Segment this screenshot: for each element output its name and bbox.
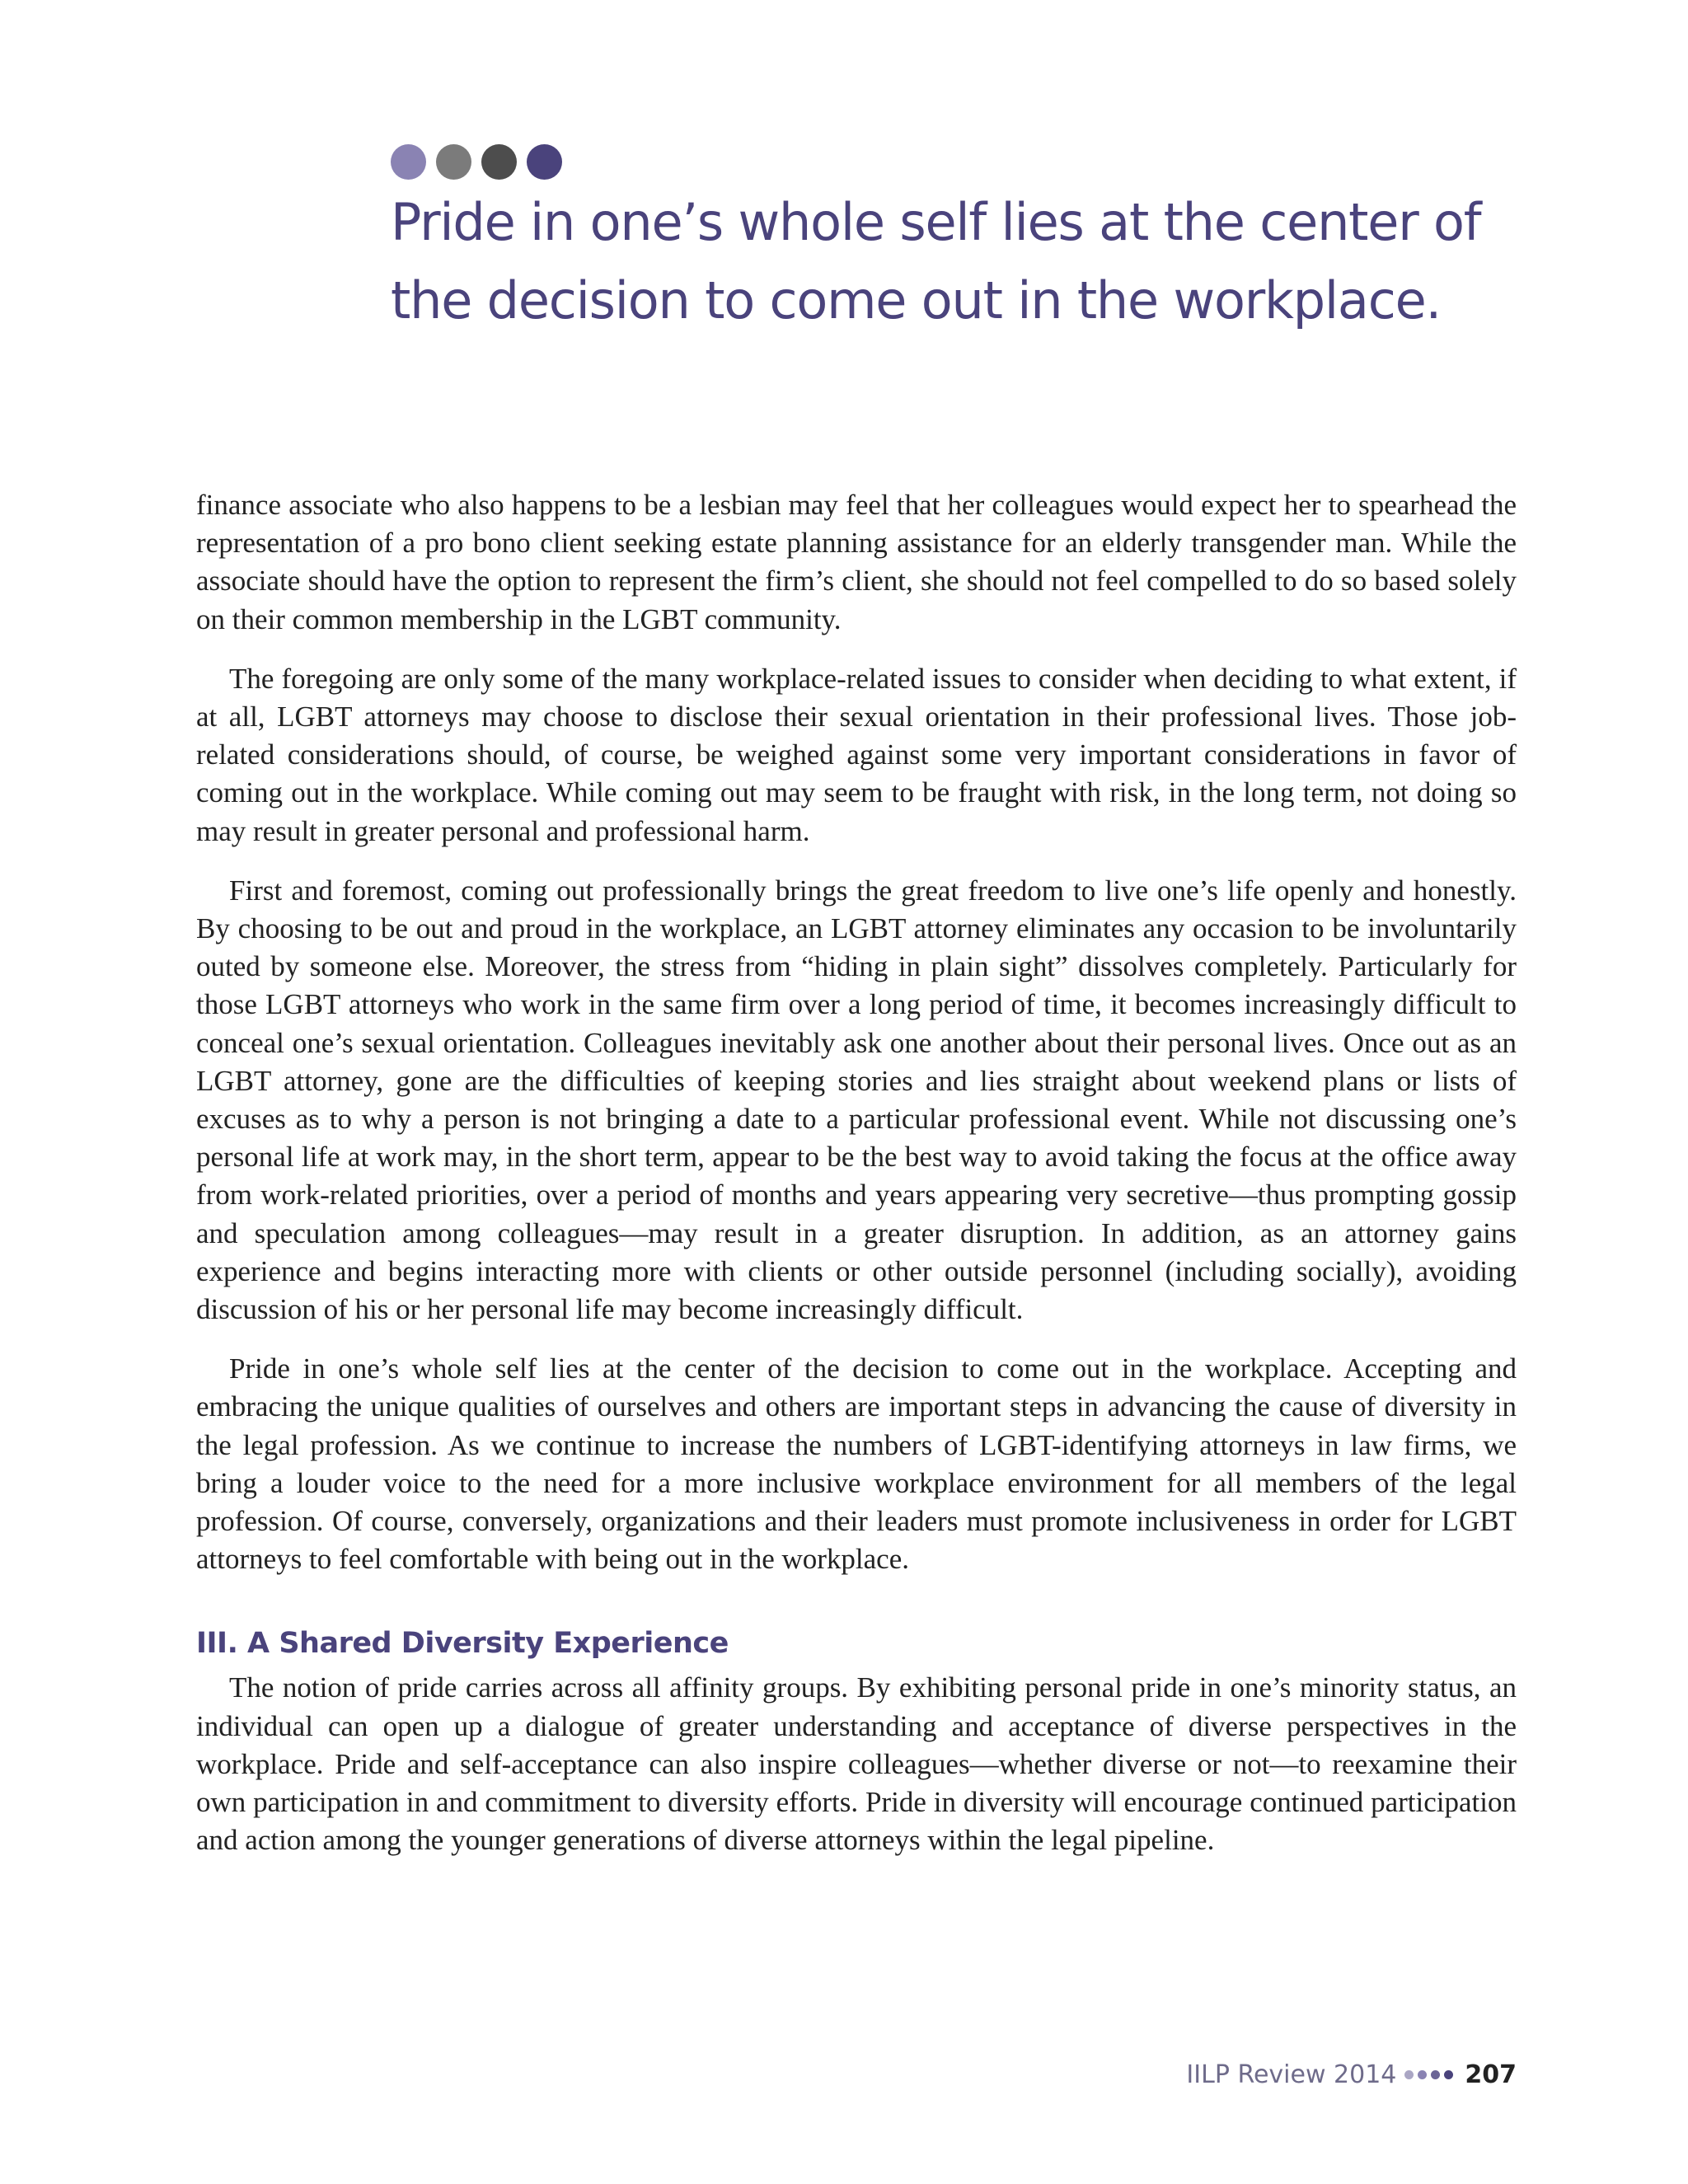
decorative-dot-icon	[527, 144, 562, 180]
footer-dots	[1404, 2070, 1453, 2079]
decorative-dot-icon	[436, 144, 471, 180]
pull-quote: Pride in one’s whole self lies at the center of the decision to come out in the workplace.	[391, 192, 1481, 330]
decorative-dot-icon	[1444, 2070, 1453, 2079]
decorative-dot-icon	[1404, 2070, 1414, 2079]
article-body	[196, 486, 1517, 1860]
body-paragraph: The notion of pride carries across all affinity groups. By exhibiting personal pride in one’s minority status, an individual can open up a dialogue of greater understanding and acceptance of diverse perspectives in the workplace. Pride and self-acceptance can also inspire colleagues—whether diverse or not—to reexamine their own participation in and commitment to diversity efforts. Pride in diversity will encourage continued participation and action among the younger generations of diverse attorneys within the legal pipeline.	[196, 1671, 1517, 1857]
section-heading: III. A Shared Diversity Experience	[196, 1627, 729, 1661]
body-paragraph: The foregoing are only some of the many workplace-related issues to consider when deciding to what extent, if at all, LGBT attorneys may choose to disclose their sexual orientation in their professional lives. Those job-related considerations should, of course, be weighed against some very important considerations in favor of coming out in the workplace. While coming out may seem to be fraught with risk, in the long term, not doing so may result in greater personal and professional harm.	[196, 662, 1517, 847]
page-footer	[1186, 2060, 1517, 2089]
decorative-dot-icon	[391, 144, 426, 180]
body-paragraph: First and foremost, coming out professionally brings the great freedom to live one’s life openly and honestly. By choosing to be out and proud in the workplace, an LGBT attorney eliminates any occasion to be involuntarily outed by someone else. Moreover, the stress from “hiding in plain sight” dissolves completely. Particularly for those LGBT attorneys who work in the same firm over a long period of time, it becomes increasingly difficult to conceal one’s sexual orientation. Colleagues inevitably ask one another about their personal lives. Once out as an LGBT attorney, gone are the difficulties of keeping stories and lies straight about weekend plans or lists of excuses as to why a person is not bringing a date to a particular professional event. While not discussing one’s personal life at work may, in the short term, appear to be the best way to avoid taking the focus at the office away from work-related priorities, over a period of months and years appearing very secretive—thus prompting gossip and speculation among colleagues—may result in a greater disruption. In addition, as an attorney gains experience and begins interacting more with clients or other outside personnel (including socially), avoiding discussion of his or her personal life may become increasingly difficult.	[196, 874, 1517, 1326]
publication-title: IILP Review 2014	[1186, 2060, 1397, 2089]
page-number: 207	[1465, 2060, 1517, 2089]
body-paragraph: Pride in one’s whole self lies at the center of the decision to come out in the workplace. Accepting and embracing the unique qualities of ourselves and others are important steps in advancing the cause of diversity in the legal profession. As we continue to increase the numbers of LGBT-identifying attorneys in law firms, we bring a louder voice to the need for a more inclusive workplace environment for all members of the legal profession. Of course, conversely, organizations and their leaders must promote inclusiveness in order for LGBT attorneys to feel comfortable with being out in the workplace.	[196, 1352, 1517, 1576]
decorative-dot-icon	[1431, 2070, 1440, 2079]
body-paragraph: finance associate who also happens to be a lesbian may feel that her colleagues would expect her to spearhead the representation of a pro bono client seeking estate planning assistance for an elderly transgender man. While the associate should have the option to represent the firm’s client, she should not feel compelled to do so based solely on their common membership in the LGBT community.	[196, 489, 1517, 635]
decorative-dot-icon	[481, 144, 517, 180]
pull-quote-dots	[391, 144, 562, 180]
decorative-dot-icon	[1418, 2070, 1427, 2079]
